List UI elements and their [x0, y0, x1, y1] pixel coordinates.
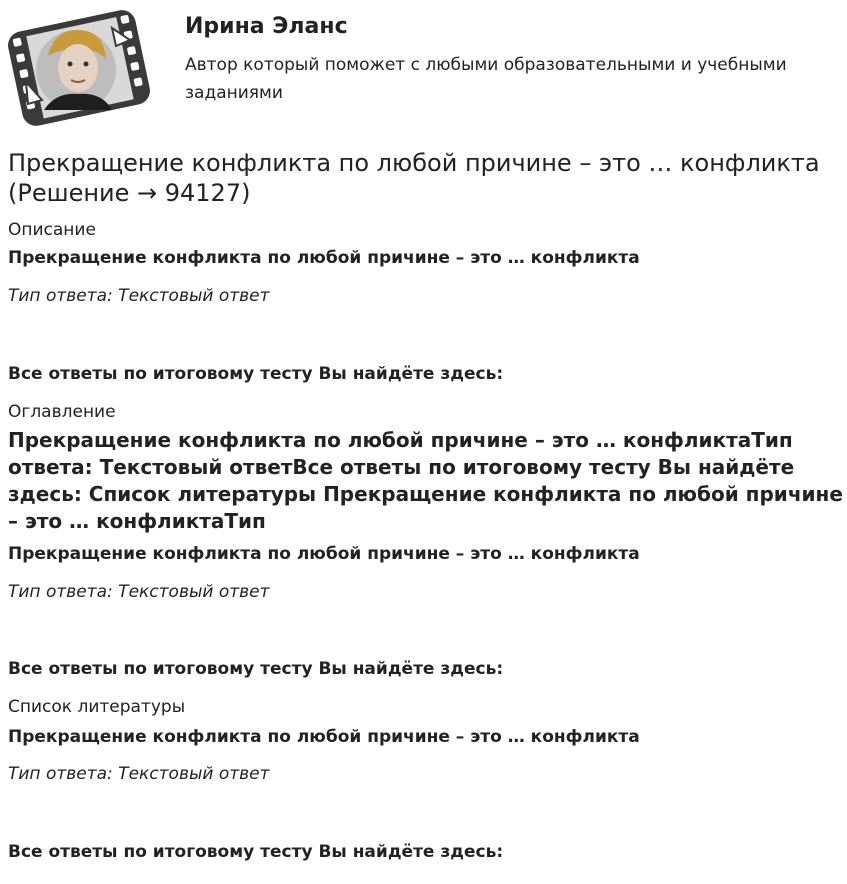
bibliography-answer-type: Тип ответа: Текстовый ответ — [8, 764, 270, 784]
author-avatar[interactable] — [8, 8, 150, 128]
bibliography-question: Прекращение конфликта по любой причине – это … конфликта — [8, 727, 640, 747]
description-all-answers-link[interactable]: Все ответы по итоговому тесту Вы найдёте здесь: — [8, 364, 504, 384]
toc-question: Прекращение конфликта по любой причине – это … конфликта — [8, 544, 640, 564]
section-label-bibliography: Список литературы — [8, 697, 186, 717]
author-name[interactable]: Ирина Эланс — [185, 14, 348, 39]
bibliography-all-answers-link[interactable]: Все ответы по итоговому тесту Вы найдёте здесь: — [8, 842, 504, 862]
toc-all-answers-link[interactable]: Все ответы по итоговому тесту Вы найдёте здесь: — [8, 659, 504, 679]
author-description: Автор который поможет с любыми образовательными и учебными заданиями — [185, 55, 787, 103]
toc-summary: Прекращение конфликта по любой причине – это … конфликтаТип ответа: Текстовый ответВсе ответы по итоговому тесту Вы найдёте здесь: Список литературы Прекращение конфликта по любой причине – это … конфликтаТип — [8, 428, 843, 533]
toc-answer-type: Тип ответа: Текстовый ответ — [8, 582, 270, 602]
author-card — [0, 0, 847, 140]
page-title: Прекращение конфликта по любой причине – это … конфликта (Решение → 94127) — [8, 149, 820, 207]
description-answer-type: Тип ответа: Текстовый ответ — [8, 286, 270, 306]
section-label-toc: Оглавление — [8, 402, 116, 422]
description-question: Прекращение конфликта по любой причине – это … конфликта — [8, 248, 640, 268]
section-label-description: Описание — [8, 220, 96, 240]
